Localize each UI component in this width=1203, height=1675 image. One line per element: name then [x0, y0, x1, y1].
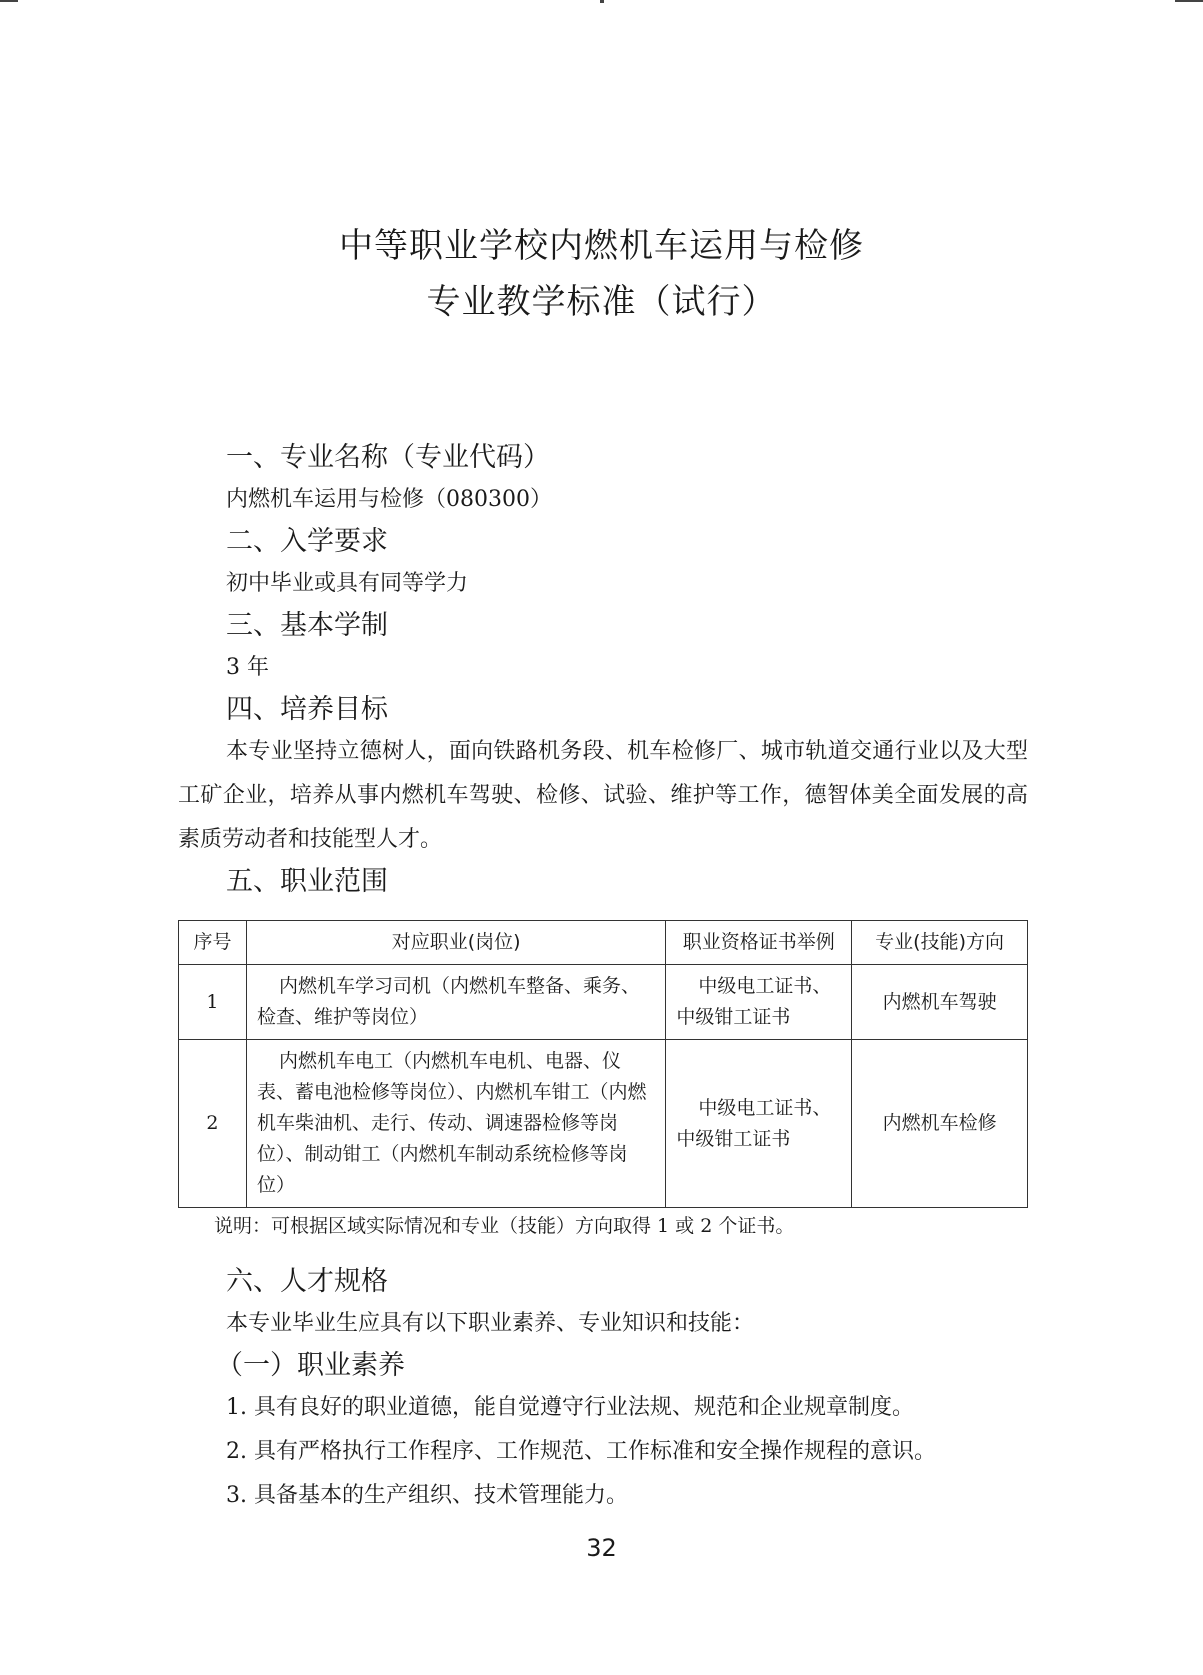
section-heading-5: 五、职业范围 — [226, 866, 388, 897]
section-heading-3: 三、基本学制 — [226, 610, 388, 641]
page-number: 32 — [586, 1534, 617, 1562]
table-cell-no: 1 — [179, 965, 247, 1040]
document-title-line1: 中等职业学校内燃机车运用与检修 — [339, 226, 864, 266]
table-header-direction: 专业(技能)方向 — [852, 921, 1028, 965]
section-heading-4: 四、培养目标 — [226, 694, 388, 725]
table-row — [179, 1040, 1028, 1208]
table-note: 说明：可根据区域实际情况和专业（技能）方向取得 1 或 2 个证书。 — [214, 1215, 795, 1237]
table-cell-cert: 中级电工证书、中级钳工证书 — [666, 1040, 852, 1208]
section-heading-1: 一、专业名称（专业代码） — [226, 442, 550, 473]
table-header-job: 对应职业(岗位) — [246, 921, 665, 965]
table-header-cert: 职业资格证书举例 — [666, 921, 852, 965]
list-item: 1. 具有良好的职业道德，能自觉遵守行业法规、规范和企业规章制度。 — [226, 1395, 914, 1420]
table-header-row — [179, 921, 1028, 965]
table-cell-direction: 内燃机车驾驶 — [852, 965, 1028, 1040]
table-cell-direction: 内燃机车检修 — [852, 1040, 1028, 1208]
sub-heading-professional-quality: （一）职业素养 — [216, 1350, 405, 1381]
section-heading-6: 六、人才规格 — [226, 1266, 388, 1297]
crop-mark-left — [0, 0, 18, 2]
list-item: 2. 具有严格执行工作程序、工作规范、工作标准和安全操作规程的意识。 — [226, 1439, 936, 1464]
occupation-table — [178, 920, 1028, 1208]
section-intro-6: 本专业毕业生应具有以下职业素养、专业知识和技能： — [226, 1311, 755, 1336]
table-cell-job: 内燃机车学习司机（内燃机车整备、乘务、检查、维护等岗位） — [246, 965, 665, 1040]
crop-mark-right — [1175, 0, 1203, 2]
section-text-2: 初中毕业或具有同等学力 — [226, 571, 469, 596]
table-cell-cert: 中级电工证书、中级钳工证书 — [666, 965, 852, 1040]
section-heading-2: 二、入学要求 — [226, 526, 388, 557]
crop-mark-center — [600, 0, 604, 3]
section-text-4: 本专业坚持立德树人，面向铁路机务段、机车检修厂、城市轨道交通行业以及大型工矿企业，培养从事内燃机车驾驶、检修、试验、维护等工作，德智体美全面发展的高素质劳动者和技能型人才。 — [178, 739, 1028, 852]
list-item: 3. 具备基本的生产组织、技术管理能力。 — [226, 1483, 628, 1508]
section-text-3: 3 年 — [226, 655, 269, 680]
document-body — [178, 438, 1028, 1518]
section-text-1: 内燃机车运用与检修（080300） — [226, 487, 552, 512]
table-row — [179, 965, 1028, 1040]
table-cell-no: 2 — [179, 1040, 247, 1208]
table-cell-job: 内燃机车电工（内燃机车电机、电器、仪表、蓄电池检修等岗位）、内燃机车钳工（内燃机车柴油机、走行、传动、调速器检修等岗位）、制动钳工（内燃机车制动系统检修等岗位） — [246, 1040, 665, 1208]
document-title-line2: 专业教学标准（试行） — [426, 282, 777, 322]
table-header-no: 序号 — [179, 921, 247, 965]
